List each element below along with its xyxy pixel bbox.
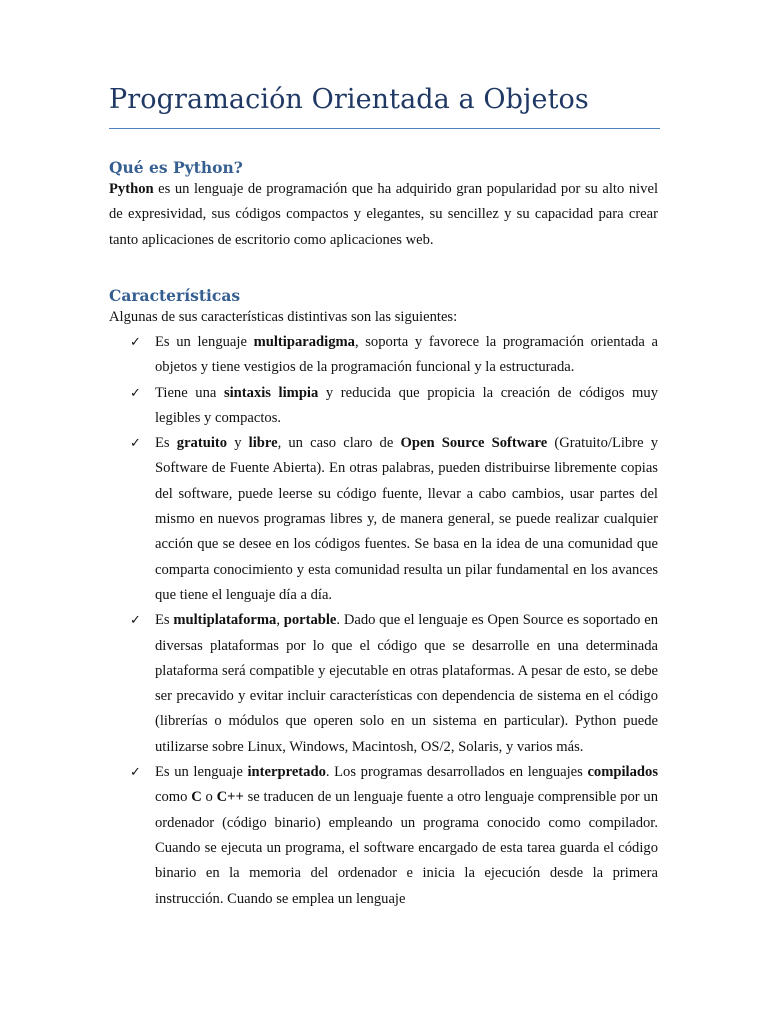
bold-text: interpretado bbox=[247, 764, 326, 781]
check-icon: ✓ bbox=[130, 436, 141, 452]
item-text: , soporta y favorece la programación orientada a objetos y tiene vestigios de la programación funcional y la estructurada. bbox=[155, 334, 658, 376]
check-icon: ✓ bbox=[130, 335, 141, 350]
item-text: o bbox=[201, 789, 217, 806]
bold-text: multiplataforma bbox=[173, 612, 277, 629]
bold-text: Open Source Software bbox=[400, 435, 548, 452]
bold-text: multiparadigma bbox=[253, 334, 355, 350]
document-title: Programación Orientada a Objetos bbox=[109, 84, 589, 115]
bold-text: compilados bbox=[587, 764, 658, 781]
paragraph-text: es un lenguaje de programación que ha adquirido gran popularidad por su alto nivel de expresividad, sus códigos compactos y elegantes, su sencillez y su capacidad para crear tanto aplicaciones de escritorio como aplicaciones web. bbox=[109, 181, 658, 248]
bold-text: C bbox=[191, 789, 202, 806]
list-item-multiparadigm bbox=[130, 330, 658, 381]
characteristics-lead: Algunas de sus características distintivas son las siguientes: bbox=[109, 309, 458, 325]
check-icon: ✓ bbox=[130, 385, 141, 401]
item-text: , bbox=[276, 612, 284, 629]
bold-text: gratuito bbox=[176, 435, 228, 452]
item-text: Es un lenguaje bbox=[155, 764, 248, 781]
bold-text: portable bbox=[283, 612, 337, 629]
list-item-clean-syntax bbox=[130, 381, 658, 432]
bold-text: libre bbox=[248, 435, 278, 452]
intro-paragraph bbox=[109, 177, 658, 253]
item-text: (Gratuito/Libre y Software de Fuente Abierta). En otras palabras, pueden distribuirse libremente copias del software, puede leerse su código fuente, llevar a cabo cambios, usar partes del mismo en nuevos programas libres y, de manera general, se puede realizar cualquier acción que se desee en los códigos fuentes. Se basa en la idea de una comunidad que comparta conocimiento y esta comunidad resulta un pilar fundamental en los avances que tiene el lenguaje día a día. bbox=[155, 435, 659, 603]
item-text: se traducen de un lenguaje fuente a otro lenguaje comprensible por un ordenador (código binario) empleando un programa conocido como compilador. Cuando se ejecuta un programa, el software encargado de esta tarea guarda el código binario en la memoria del ordenador e inicia la ejecución desde la primera instrucción. Cuando se emplea un lenguaje bbox=[155, 789, 658, 907]
item-text: Tiene una bbox=[155, 384, 224, 401]
item-text: , un caso claro de bbox=[277, 435, 401, 452]
item-text: Es un lenguaje bbox=[155, 334, 254, 350]
item-text: y reducida que propicia la creación de códigos muy legibles y compactos. bbox=[155, 384, 658, 426]
characteristics-list bbox=[130, 330, 659, 912]
heading-what-is-python: Qué es Python? bbox=[109, 158, 243, 177]
heading-characteristics: Características bbox=[109, 286, 241, 305]
item-text: como bbox=[155, 789, 192, 806]
list-item-interpreted bbox=[130, 760, 658, 912]
item-text: Es bbox=[155, 612, 174, 629]
list-item-free-open-source bbox=[130, 431, 659, 608]
bold-text: sintaxis limpia bbox=[223, 384, 319, 401]
list-item-multiplatform bbox=[130, 608, 658, 760]
bold-text: Python bbox=[109, 181, 154, 197]
check-icon: ✓ bbox=[130, 765, 141, 781]
item-text: y bbox=[227, 435, 249, 452]
item-text: . Dado que el lenguaje es Open Source es soportado en diversas plataformas por lo que el código que se desarrolle en una determinada plataforma será compatible y ejecutable en otras plataformas. A pesar de esto, se debe ser precavido y evitar incluir características con dependencia de sistema en el código (librerías o módulos que operen solo en un sistema en particular). Python puede utilizarse sobre Linux, Windows, Macintosh, OS/2, Solaris, y varios más. bbox=[155, 612, 658, 755]
title-underline bbox=[109, 128, 660, 129]
item-text: Es bbox=[155, 435, 177, 452]
bold-text: C++ bbox=[216, 789, 244, 806]
check-icon: ✓ bbox=[130, 613, 141, 629]
item-text: . Los programas desarrollados en lenguajes bbox=[325, 764, 588, 781]
